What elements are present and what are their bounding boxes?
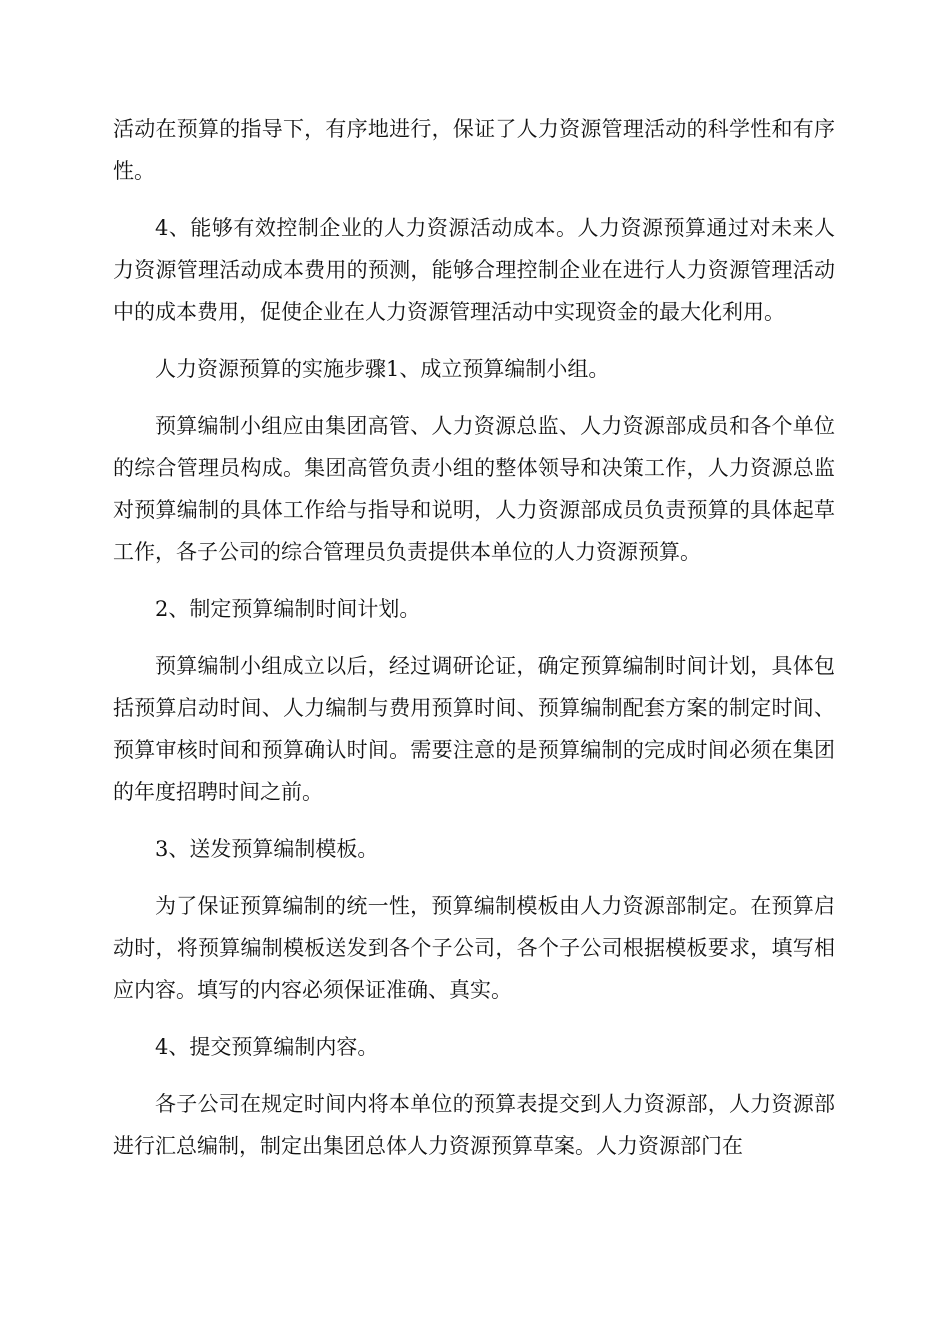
paragraph-10: 各子公司在规定时间内将本单位的预算表提交到人力资源部，人力资源部进行汇总编制，制定出集团总体人力资源预算草案。人力资源部门在	[113, 1092, 835, 1158]
paragraph-1: 活动在预算的指导下，有序地进行，保证了人力资源管理活动的科学性和有序性。	[113, 117, 835, 183]
paragraph-3: 人力资源预算的实施步骤1、成立预算编制小组。	[155, 357, 610, 381]
paragraph-5: 2、制定预算编制时间计划。	[155, 597, 421, 621]
paragraph-9: 4、提交预算编制内容。	[155, 1035, 379, 1059]
paragraph-4: 预算编制小组应由集团高管、人力资源总监、人力资源部成员和各个单位的综合管理员构成。集团高管负责小组的整体领导和决策工作，人力资源总监对预算编制的具体工作给与指导和说明，人力资源部成员负责预算的具体起草工作，各子公司的综合管理员负责提供本单位的人力资源预算。	[113, 414, 835, 564]
paragraph-7: 3、送发预算编制模板。	[155, 837, 379, 861]
document-body	[113, 108, 835, 1182]
paragraph-6: 预算编制小组成立以后，经过调研论证，确定预算编制时间计划，具体包括预算启动时间、人力编制与费用预算时间、预算编制配套方案的制定时间、预算审核时间和预算确认时间。需要注意的是预算编制的完成时间必须在集团的年度招聘时间之前。	[113, 654, 835, 804]
paragraph-8: 为了保证预算编制的统一性，预算编制模板由人力资源部制定。在预算启动时，将预算编制模板送发到各个子公司，各个子公司根据模板要求，填写相应内容。填写的内容必须保证准确、真实。	[113, 894, 835, 1002]
paragraph-2: 4、能够有效控制企业的人力资源活动成本。人力资源预算通过对未来人力资源管理活动成本费用的预测，能够合理控制企业在进行人力资源管理活动中的成本费用，促使企业在人力资源管理活动中实现资金的最大化利用。	[113, 216, 835, 324]
